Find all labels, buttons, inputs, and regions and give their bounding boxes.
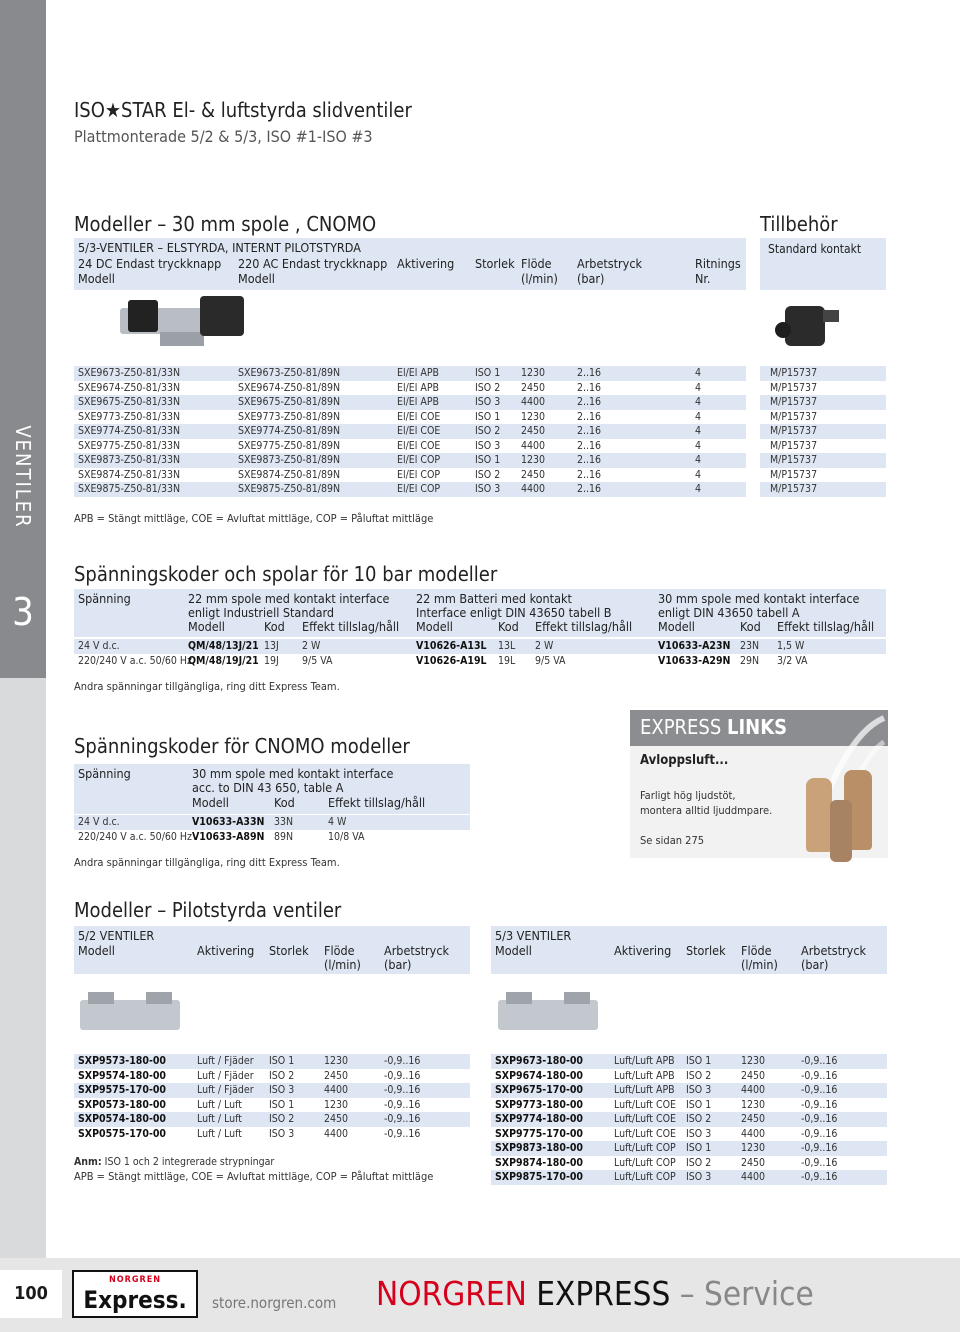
table-cell: SXE9873-Z50-81/33N [78, 454, 181, 466]
table-group-header: 5/3-VENTILER – ELSTYRDA, INTERNT PILOTSTYRDA [78, 240, 361, 255]
logo-top-text: NORGREN [108, 1275, 162, 1285]
table-cell: ISO 1 [475, 454, 501, 466]
pilot-valve-image [80, 990, 180, 1038]
table-cell: -0,9..16 [384, 1055, 421, 1067]
table-row [74, 366, 818, 381]
table-row [74, 815, 470, 830]
table-cell: 19L [498, 654, 516, 667]
table-cell: M/P15737 [770, 439, 818, 452]
note-text: ISO 1 och 2 integrerade strypningar [104, 1156, 275, 1168]
column-header: Flöde [741, 943, 772, 958]
section-label: VENTILER [11, 425, 35, 529]
table-cell: 1230 [741, 1098, 766, 1111]
table-cell: V10633-A33N [192, 816, 265, 828]
table-cell: 1,5 W [777, 640, 805, 652]
page-number: 100 [0, 1270, 62, 1318]
table-cell: M/P15737 [770, 483, 818, 495]
table-cell: Luft / Fjäder [197, 1069, 254, 1082]
table-row [491, 1054, 887, 1069]
table-cell: 24 V d.c. [78, 816, 120, 828]
table-cell: 33N [274, 816, 294, 828]
table-cell: 2450 [741, 1156, 766, 1169]
table-cell: SXE9874-Z50-81/89N [238, 468, 341, 481]
table-cell: SXP9675-170-00 [495, 1084, 584, 1096]
table-cell: 2..16 [577, 483, 602, 495]
table-cell: SXE9674-Z50-81/89N [238, 381, 341, 394]
table-cell: SXE9873-Z50-81/89N [238, 454, 341, 466]
table-cell: -0,9..16 [384, 1098, 421, 1111]
column-header: Flöde [324, 943, 355, 958]
column-header: enligt Industriell Standard [188, 605, 335, 620]
table-cell: SXP9573-180-00 [78, 1055, 167, 1067]
table-cell: 4 [695, 381, 702, 394]
column-header: Spänning [78, 766, 131, 781]
table-group-header: 5/2 VENTILER [78, 928, 155, 943]
table-cell: 220/240 V a.c. 50/60 Hz [78, 830, 192, 843]
table-cell: 4 [695, 367, 702, 379]
table-cell: ISO 2 [475, 425, 501, 437]
column-header: Modell [188, 619, 225, 634]
table-cell: SXP9873-180-00 [495, 1142, 584, 1154]
brand-service: – Service [679, 1274, 814, 1313]
table-cell: SXE9875-Z50-81/89N [238, 483, 341, 495]
table-cell: 1230 [521, 454, 546, 466]
table-cell: 29N [740, 654, 760, 667]
table-cell: M/P15737 [770, 381, 818, 394]
table-cell: SXE9773-Z50-81/89N [238, 410, 341, 423]
table-cell: Luft/Luft COP [614, 1142, 676, 1154]
table-cell: ISO 3 [269, 1084, 295, 1096]
table-cell: 2..16 [577, 367, 602, 379]
table-cell: 2450 [521, 425, 546, 437]
logo-main-text: Express. [83, 1286, 187, 1314]
column-header: Aktivering [397, 256, 455, 271]
column-header: Kod [264, 619, 285, 634]
table-cell: 10/8 VA [328, 830, 365, 843]
table-cell: 2450 [741, 1113, 766, 1125]
table-row [74, 395, 818, 410]
table-cell: V10633-A23N [658, 640, 731, 652]
column-header: Effekt tillslag/håll [328, 795, 426, 810]
section-title: Spänningskoder och spolar för 10 bar modeller [74, 562, 498, 586]
column-header: Effekt tillslag/håll [777, 619, 875, 634]
table-cell: V10633-A29N [658, 654, 731, 667]
pilot-note [74, 1156, 274, 1168]
table-cell: SXE9775-Z50-81/33N [78, 439, 181, 452]
table-cell: 2450 [521, 468, 546, 481]
table-cell: ISO 2 [686, 1156, 712, 1169]
table-cell: El/El APB [397, 381, 440, 394]
express-body: Farligt hög ljudstöt, [640, 789, 736, 802]
silencer-image [800, 770, 878, 866]
column-header: Arbetstryck [384, 943, 450, 958]
table-cell: -0,9..16 [384, 1113, 421, 1125]
table-cell: 1230 [324, 1098, 349, 1111]
cnomo-note: Andra spänningar tillgängliga, ring ditt Express Team. [74, 856, 340, 869]
table-cell: 2..16 [577, 410, 602, 423]
table-cell: M/P15737 [770, 410, 818, 423]
table-cell: El/El APB [397, 367, 440, 379]
table-cell: ISO 3 [686, 1127, 712, 1140]
table-cell: El/El APB [397, 396, 440, 408]
table-row [74, 830, 470, 845]
table-cell: SXP9773-180-00 [495, 1098, 584, 1111]
table-cell: -0,9..16 [801, 1055, 838, 1067]
table-cell: SXP0575-170-00 [78, 1127, 167, 1140]
table-cell: 4400 [521, 439, 546, 452]
table-cell: ISO 3 [686, 1171, 712, 1183]
table-row [74, 1127, 470, 1142]
column-header: Storlek [269, 943, 309, 958]
table-row [491, 1127, 887, 1142]
column-header: (bar) [801, 957, 829, 972]
solenoid-image [200, 296, 244, 336]
table-row [74, 639, 886, 654]
column-header: Storlek [475, 256, 515, 271]
table-cell: SXE9675-Z50-81/89N [238, 396, 341, 408]
column-header: Arbetstryck [801, 943, 867, 958]
table-row [74, 1083, 470, 1098]
table-cell: Luft/Luft APB [614, 1055, 675, 1067]
page-title: ISO★STAR El- & luftstyrda slidventiler [74, 98, 412, 122]
table-cell: 4400 [521, 396, 546, 408]
table-cell: 2450 [741, 1069, 766, 1082]
column-header: (bar) [577, 271, 605, 286]
table-row [74, 410, 818, 425]
express-heading: Avloppsluft... [640, 753, 729, 768]
column-header: acc. to DIN 43 650, table A [192, 780, 344, 795]
note-label: Anm: [74, 1156, 102, 1168]
table-cell: ISO 1 [686, 1055, 712, 1067]
table-cell: 89N [274, 830, 294, 843]
table-cell: -0,9..16 [384, 1069, 421, 1082]
table-cell: 3/2 VA [777, 654, 808, 667]
table-row [491, 1170, 887, 1185]
column-header: Modell [192, 795, 229, 810]
table-cell: 2 W [302, 640, 321, 652]
section-title: Spänningskoder för CNOMO modeller [74, 734, 410, 758]
table-cell: El/El COP [397, 454, 441, 466]
column-header: 220 AC Endast tryckknapp [238, 256, 388, 271]
table-cell: El/El COE [397, 439, 441, 452]
links-word: LINKS [726, 715, 788, 739]
column-header: Kod [498, 619, 519, 634]
table-cell: 2450 [324, 1069, 349, 1082]
table-cell: ISO 2 [475, 468, 501, 481]
table-cell: M/P15737 [770, 454, 818, 466]
table-cell: 1230 [741, 1142, 766, 1154]
table-cell: 220/240 V a.c. 50/60 Hz [78, 654, 192, 667]
table-cell: SXE9673-Z50-81/33N [78, 367, 181, 379]
table-cell: ISO 2 [686, 1069, 712, 1082]
table-cell: ISO 2 [686, 1113, 712, 1125]
table-cell: Luft/Luft COP [614, 1156, 676, 1169]
table-cell: 2450 [324, 1113, 349, 1125]
accessory-header: Standard kontakt [768, 242, 862, 256]
table-cell: 4400 [741, 1171, 766, 1183]
table-cell: 23N [740, 640, 760, 652]
table-cell: 2..16 [577, 381, 602, 394]
table-row [74, 1098, 470, 1113]
store-link[interactable]: store.norgren.com [212, 1294, 337, 1312]
table-cell: SXE9774-Z50-81/89N [238, 425, 341, 437]
table-cell: Luft/Luft COE [614, 1098, 676, 1111]
table-cell: -0,9..16 [801, 1127, 838, 1140]
table-cell: 4 [695, 483, 702, 495]
accessory-title: Tillbehör [760, 212, 838, 236]
brand-norgren: NORGREN [376, 1274, 527, 1313]
table-cell: 4 [695, 425, 702, 437]
table-cell: ISO 3 [475, 483, 501, 495]
column-header: Flöde [521, 256, 552, 271]
table-cell: M/P15737 [770, 468, 818, 481]
column-header: Modell [238, 271, 275, 286]
table-cell: V10626-A19L [416, 654, 487, 667]
table-cell: -0,9..16 [801, 1069, 838, 1082]
table-cell: SXP9875-170-00 [495, 1171, 584, 1183]
column-header: Arbetstryck [577, 256, 643, 271]
table-cell: 4 [695, 454, 702, 466]
column-header: Ritnings [695, 256, 741, 271]
column-header: Kod [274, 795, 295, 810]
table-row [74, 482, 818, 497]
connector-image [775, 300, 845, 350]
express-word: EXPRESS [640, 715, 722, 739]
table-cell: SXP9775-170-00 [495, 1127, 584, 1140]
table-cell: El/El COP [397, 468, 441, 481]
page-subtitle: Plattmonterade 5/2 & 5/3, ISO #1-ISO #3 [74, 127, 373, 146]
column-header: Aktivering [614, 943, 672, 958]
table-row [74, 424, 818, 439]
table-cell: SXE9675-Z50-81/33N [78, 396, 181, 408]
column-header: 24 DC Endast tryckknapp [78, 256, 222, 271]
table-cell: SXP0573-180-00 [78, 1098, 167, 1111]
section-title: Modeller – 30 mm spole , CNOMO [74, 212, 377, 236]
table-cell: V10626-A13L [416, 640, 487, 652]
table-cell: -0,9..16 [801, 1156, 838, 1169]
table-cell: 4 [695, 439, 702, 452]
table-cell: SXE9775-Z50-81/89N [238, 439, 341, 452]
table-cell: 4400 [741, 1127, 766, 1140]
table-cell: Luft / Fjäder [197, 1084, 254, 1096]
table-cell: 4400 [324, 1084, 349, 1096]
table-cell: SXE9874-Z50-81/33N [78, 468, 181, 481]
table-cell: Luft/Luft COP [614, 1171, 676, 1183]
sidebar-lower [0, 678, 46, 1332]
table-row [74, 453, 818, 468]
table-cell: ISO 3 [686, 1084, 712, 1096]
table-cell: 24 V d.c. [78, 640, 120, 652]
table-cell: El/El COE [397, 410, 441, 423]
table-cell: 1230 [324, 1055, 349, 1067]
column-header: 22 mm Batteri med kontakt [416, 591, 572, 606]
table-row [491, 1156, 887, 1171]
column-gap [746, 366, 760, 497]
express-links-title [640, 715, 787, 739]
table-cell: 4 [695, 410, 702, 423]
column-header: Aktivering [197, 943, 255, 958]
table-cell: 13L [498, 640, 516, 652]
table-row [74, 381, 818, 396]
table-cell: SXE9875-Z50-81/33N [78, 483, 181, 495]
column-header: Modell [416, 619, 453, 634]
column-header: (l/min) [324, 957, 361, 972]
table-cell: M/P15737 [770, 396, 818, 408]
table-cell: ISO 1 [475, 410, 501, 423]
table-cell: ISO 3 [475, 396, 501, 408]
column-header: Effekt tillslag/håll [535, 619, 633, 634]
table-cell: 4 [695, 396, 702, 408]
table-cell: 4400 [521, 483, 546, 495]
table-cell: -0,9..16 [384, 1084, 421, 1096]
table-row [74, 1069, 470, 1084]
table-cell: SXE9674-Z50-81/33N [78, 381, 181, 394]
column-header: 22 mm spole med kontakt interface [188, 591, 390, 606]
table-cell: SXP0574-180-00 [78, 1113, 167, 1125]
column-header: Storlek [686, 943, 726, 958]
table-cell: 2..16 [577, 454, 602, 466]
table-cell: M/P15737 [770, 367, 818, 379]
section-title: Modeller – Pilotstyrda ventiler [74, 898, 342, 922]
table-row [491, 1069, 887, 1084]
table-cell: SXP9574-180-00 [78, 1069, 167, 1082]
section-number: 3 [12, 590, 34, 634]
table-cell: -0,9..16 [801, 1113, 838, 1125]
table-cell: QM/48/19J/21 [188, 654, 259, 667]
table-row [74, 468, 818, 483]
table-cell: 19J [264, 654, 279, 667]
table-cell: 1230 [741, 1055, 766, 1067]
table-cell: 9/5 VA [302, 654, 333, 667]
brand-line [376, 1274, 814, 1313]
express-body: montera alltid ljuddmpare. [640, 804, 773, 817]
table-cell: ISO 1 [475, 367, 501, 379]
table-cell: QM/48/13J/21 [188, 640, 259, 652]
table-cell: SXP9673-180-00 [495, 1055, 584, 1067]
table-cell: SXE9774-Z50-81/33N [78, 425, 181, 437]
table-cell: -0,9..16 [801, 1098, 838, 1111]
table-cell: El/El COE [397, 425, 441, 437]
column-header: Modell [78, 943, 115, 958]
table-row [74, 1112, 470, 1127]
table-cell: SXP9575-170-00 [78, 1084, 167, 1096]
table-cell: Luft / Luft [197, 1127, 242, 1140]
table-group-header: 5/3 VENTILER [495, 928, 572, 943]
table-row [491, 1083, 887, 1098]
column-header: Interface enligt DIN 43650 tabell B [416, 605, 612, 620]
table-cell: SXP9874-180-00 [495, 1156, 584, 1169]
column-header: Modell [78, 271, 115, 286]
table-cell: SXE9773-Z50-81/33N [78, 410, 181, 423]
table-cell: SXE9673-Z50-81/89N [238, 367, 341, 379]
table-row [491, 1112, 887, 1127]
table-cell: Luft/Luft COE [614, 1127, 676, 1140]
express-ref-link[interactable]: Se sidan 275 [640, 834, 705, 847]
table-cell: -0,9..16 [801, 1171, 838, 1183]
column-header: 30 mm spole med kontakt interface [658, 591, 860, 606]
table-cell: M/P15737 [770, 425, 818, 437]
table-cell: ISO 3 [475, 439, 501, 452]
table-cell: V10633-A89N [192, 830, 265, 843]
table-cell: Luft / Luft [197, 1113, 242, 1125]
table-cell: Luft / Fjäder [197, 1055, 254, 1067]
column-header: Nr. [695, 271, 711, 286]
table-cell: 2..16 [577, 468, 602, 481]
table-cell: Luft / Luft [197, 1098, 242, 1111]
table-cell: SXP9774-180-00 [495, 1113, 584, 1125]
table-row [491, 1098, 887, 1113]
pilot-legend: APB = Stängt mittläge, COE = Avluftat mittläge, COP = Påluftat mittläge [74, 1170, 434, 1183]
table-cell: 4400 [741, 1084, 766, 1096]
table-cell: 1230 [521, 410, 546, 423]
table-cell: ISO 1 [269, 1098, 295, 1111]
table-cell: SXP9674-180-00 [495, 1069, 584, 1082]
express-logo [72, 1270, 198, 1318]
column-header: 30 mm spole med kontakt interface [192, 766, 394, 781]
column-header: (l/min) [521, 271, 558, 286]
brand-express: EXPRESS [536, 1274, 671, 1313]
table-cell: 1230 [521, 367, 546, 379]
table-cell: -0,9..16 [801, 1142, 838, 1154]
column-header: Effekt tillslag/håll [302, 619, 400, 634]
column-header: Kod [740, 619, 761, 634]
table-cell: 13J [264, 640, 279, 652]
table-row [491, 1141, 887, 1156]
table-cell: ISO 1 [269, 1055, 295, 1067]
table-cell: 4400 [324, 1127, 349, 1140]
pilot-valve-image [498, 990, 598, 1038]
table-cell: 9/5 VA [535, 654, 566, 667]
table-cell: 4 W [328, 816, 347, 828]
table-cell: ISO 1 [686, 1142, 712, 1154]
table-cell: 2..16 [577, 396, 602, 408]
column-header: Modell [495, 943, 532, 958]
table-cell: 4 [695, 468, 702, 481]
column-header: enligt DIN 43650 tabell A [658, 605, 800, 620]
table-row [74, 654, 886, 669]
column-header: Spänning [78, 591, 131, 606]
table-cell: Luft/Luft COE [614, 1113, 676, 1125]
voltage-note: Andra spänningar tillgängliga, ring ditt Express Team. [74, 680, 340, 693]
table-cell: 2..16 [577, 425, 602, 437]
column-header: (l/min) [741, 957, 778, 972]
table-cell: ISO 2 [475, 381, 501, 394]
table-cell: -0,9..16 [384, 1127, 421, 1140]
table-cell: 2450 [521, 381, 546, 394]
column-header: (bar) [384, 957, 412, 972]
legend-note: APB = Stängt mittläge, COE = Avluftat mittläge, COP = Påluftat mittläge [74, 512, 434, 525]
table-cell: 2 W [535, 640, 554, 652]
table-cell: ISO 2 [269, 1069, 295, 1082]
table-cell: 2..16 [577, 439, 602, 452]
table-row [74, 439, 818, 454]
table-cell: ISO 3 [269, 1127, 295, 1140]
table-cell: El/El COP [397, 483, 441, 495]
table-cell: Luft/Luft APB [614, 1084, 675, 1096]
table-cell: Luft/Luft APB [614, 1069, 675, 1082]
table-cell: ISO 1 [686, 1098, 712, 1111]
table-cell: ISO 2 [269, 1113, 295, 1125]
column-header: Modell [658, 619, 695, 634]
table-cell: -0,9..16 [801, 1084, 838, 1096]
table-row [74, 1054, 470, 1069]
